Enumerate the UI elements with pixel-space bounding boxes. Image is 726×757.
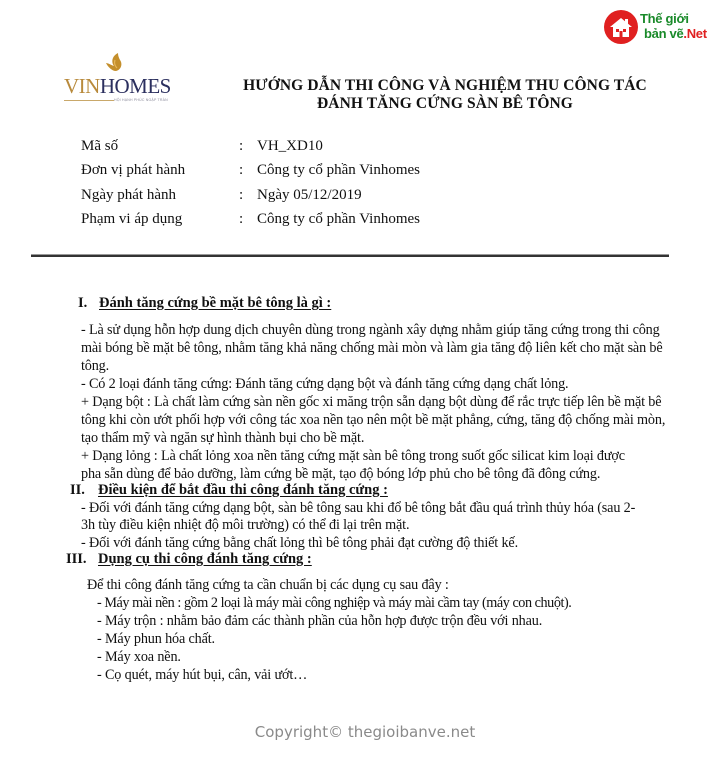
section-1-line: tông khi còn ướt phối hợp với công tác xoa nền tạo nên một bề mặt phẳng, cứng, tăng độ chống mài mòn,: [81, 412, 666, 428]
meta-sep: :: [239, 211, 244, 227]
section-1-line: - Có 2 loại đánh tăng cứng: Đánh tăng cứng dạng bột và đánh tăng cứng dạng chất lỏng.: [81, 376, 569, 392]
section-1-line: pha sẵn dùng để bảo dưỡng, làm cứng bề mặt, tạo độ bóng lớp phủ cho bê tông đã đông cứng.: [81, 466, 601, 482]
section-1-line: + Dạng lỏng : Là chất lỏng xoa nền tăng cứng mặt sàn bê tông trong suốt gốc silicat kim loại được: [81, 448, 625, 464]
vinhomes-tagline: HỘI HẠNH PHÚC NGẬP TRÀN: [114, 98, 168, 102]
section-1-line: tông.: [81, 358, 110, 374]
section-1-line: + Dạng bột : Là chất làm cứng sàn nền gốc xi măng trộn sẵn dạng bột dùng để rắc trực tiếp lên bề mặt bê: [81, 394, 662, 410]
meta-sep: :: [239, 138, 244, 154]
section-2-line: 3h tùy điều kiện nhiệt độ môi trường) có thể đi lại trên mặt.: [81, 517, 410, 533]
meta-label-date: Ngày phát hành: [81, 187, 176, 203]
section-1-line: tạo thẩm mỹ và ngăn sự hình thành bụi cho bề mặt.: [81, 430, 365, 446]
tool-list-item: - Máy trộn : nhằm bảo đảm các thành phần của hỗn hợp được trộn đều với nhau.: [97, 613, 543, 629]
section-heading-1: I. Đánh tăng cứng bề mặt bê tông là gì :: [78, 295, 332, 311]
meta-value-scope: Công ty cổ phần Vinhomes: [257, 211, 420, 227]
tool-list-item: - Máy xoa nền.: [97, 649, 181, 665]
section-3-intro: Để thi công đánh tăng cứng ta cần chuẩn bị các dụng cụ sau đây :: [87, 577, 449, 593]
section-heading-3: III. Dụng cụ thi công đánh tăng cứng :: [66, 551, 312, 567]
house-icon: [604, 10, 638, 44]
vinhomes-wordmark: VINHOMES: [64, 74, 171, 98]
section-2-line: - Đối với đánh tăng cứng dạng bột, sàn bê tông sau khi đổ bê tông bắt đầu quá trình thủy hóa (sau 2-: [81, 500, 636, 516]
section-1-line: mài bóng bề mặt bê tông, nhằm tăng khả năng chống mài mòn và làm gia tăng độ liên kết cho mặt sàn bê: [81, 340, 663, 356]
thegioibanve-logo: [604, 8, 722, 48]
section-2-line: - Đối với đánh tăng cứng bằng chất lỏng thì bê tông phải đạt cường độ thiết kế.: [81, 535, 518, 551]
meta-value-date: Ngày 05/12/2019: [257, 187, 362, 203]
meta-label-scope: Phạm vi áp dụng: [81, 211, 183, 227]
meta-value-code: VH_XD10: [257, 138, 323, 154]
logo-text-line2: bản vẽ.Net: [644, 26, 707, 41]
section-1-line: - Là sử dụng hỗn hợp dung dịch chuyên dùng trong ngành xây dựng nhằm giúp tăng cứng trong thi công: [81, 322, 660, 338]
flame-icon: [102, 52, 126, 76]
tool-list-item: - Máy phun hóa chất.: [97, 631, 215, 647]
meta-label-code: Mã số: [81, 138, 119, 154]
document-title-line2: ĐÁNH TĂNG CỨNG SÀN BÊ TÔNG: [317, 95, 573, 112]
document-title-line1: HƯỚNG DẪN THI CÔNG VÀ NGHIỆM THU CÔNG TÁC: [243, 77, 647, 94]
tool-list-item: - Cọ quét, máy hút bụi, cân, vải ướt…: [97, 667, 308, 683]
logo-text-line1: Thế giới: [640, 11, 689, 26]
meta-sep: :: [239, 162, 244, 178]
tool-list-item: - Máy mài nền : gồm 2 loại là máy mài công nghiệp và máy mài cầm tay (máy con chuột).: [97, 595, 572, 611]
header-divider: [31, 254, 669, 257]
copyright-footer: Copyright© thegioibanve.net: [254, 723, 476, 741]
section-heading-2: II. Điều kiện để bắt đầu thi công đánh tăng cứng :: [70, 482, 388, 498]
meta-sep: :: [239, 187, 244, 203]
meta-value-issuer: Công ty cổ phần Vinhomes: [257, 162, 420, 178]
meta-label-issuer: Đơn vị phát hành: [81, 162, 186, 178]
